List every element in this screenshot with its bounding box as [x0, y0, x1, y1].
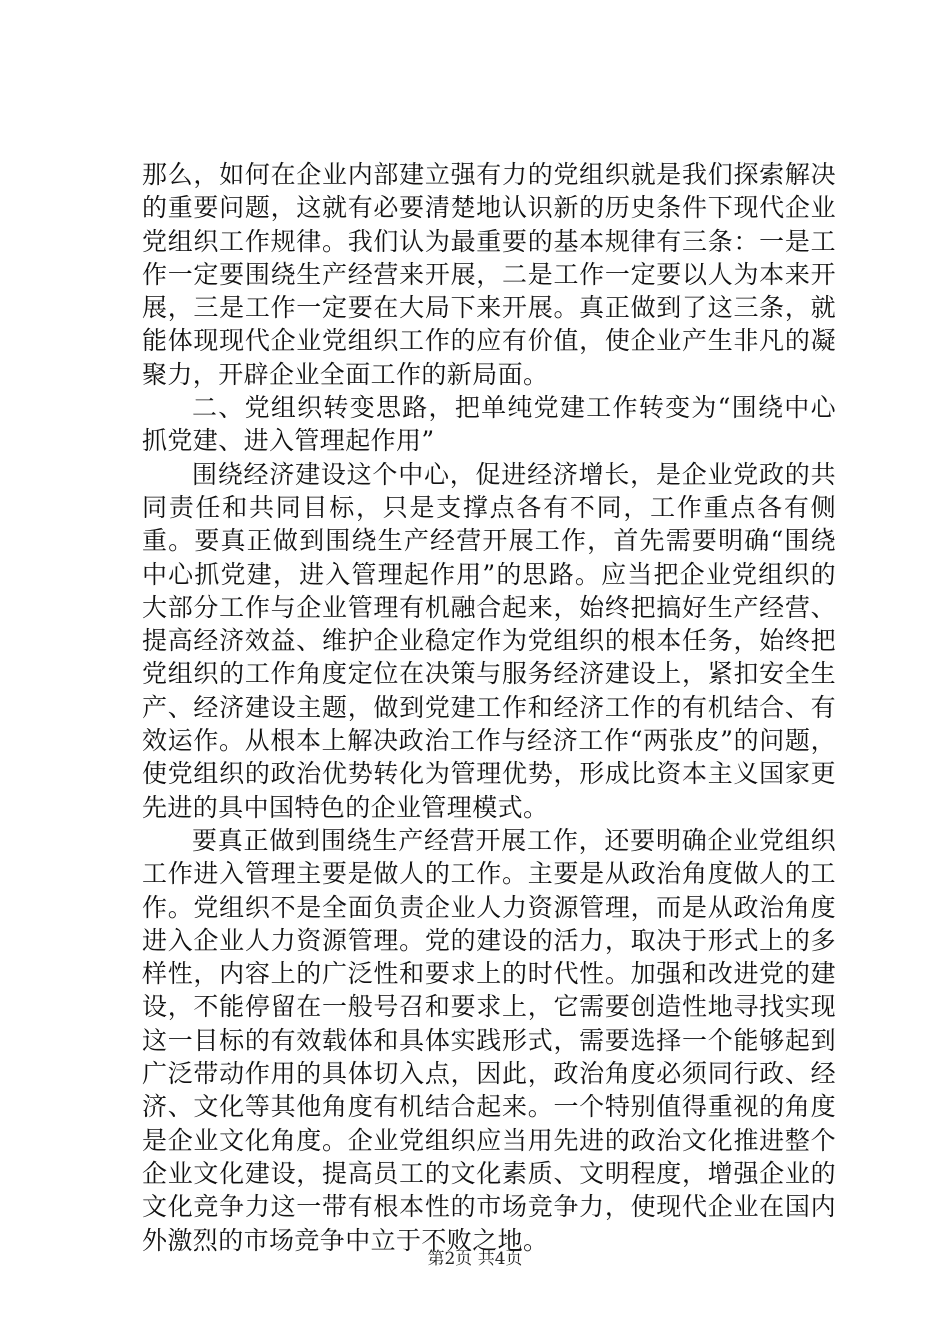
paragraph-1: 那么，如何在企业内部建立强有力的党组织就是我们探索解决的重要问题，这就有必要清楚地认识新的历史条件下现代企业党组织工作规律。我们认为最重要的基本规律有三条：一是工作一定要围绕生产经营来开展，二是工作一定要以人为本来开展，三是工作一定要在大局下来开展。真正做到了这三条，就能体现现代企业党组织工作的应有价值，使企业产生非凡的凝聚力，开辟企业全面工作的新局面。 — [142, 160, 836, 389]
document-body — [142, 158, 836, 1257]
paragraph-4: 要真正做到围绕生产经营开展工作，还要明确企业党组织工作进入管理主要是做人的工作。主要是从政治角度做人的工作。党组织不是全面负责企业人力资源管理，而是从政治角度进入企业人力资源管理。党的建设的活力，取决于形式上的多样性，内容上的广泛性和要求上的时代性。加强和改进党的建设，不能停留在一般号召和要求上，它需要创造性地寻找实现这一目标的有效载体和具体实践形式，需要选择一个能够起到广泛带动作用的具体切入点，因此，政治角度必须同行政、经济、文化等其他角度有机结合起来。一个特别值得重视的角度是企业文化角度。企业党组织应当用先进的政治文化推进整个企业文化建设，提高员工的文化素质、文明程度，增强企业的文化竞争力这一带有根本性的市场竞争力，使现代企业在国内外激烈的市场竞争中立于不败之地。 — [142, 825, 836, 1255]
paragraph-3: 围绕经济建设这个中心，促进经济增长，是企业党政的共同责任和共同目标，只是支撑点各有不同，工作重点各有侧重。要真正做到围绕生产经营开展工作，首先需要明确“围绕中心抓党建，进入管理起作用”的思路。应当把企业党组织的大部分工作与企业管理有机融合起来，始终把搞好生产经营、提高经济效益、维护企业稳定作为党组织的根本任务，始终把党组织的工作角度定位在决策与服务经济建设上，紧扣安全生产、经济建设主题，做到党建工作和经济工作的有机结合、有效运作。从根本上解决政治工作与经济工作“两张皮”的问题，使党组织的政治优势转化为管理优势，形成比资本主义国家更先进的具中国特色的企业管理模式。 — [142, 459, 836, 822]
page-footer: 第2页 共4页 — [427, 1249, 523, 1269]
section-heading: 二、党组织转变思路，把单纯党建工作转变为“围绕中心抓党建、进入管理起作用” — [142, 393, 836, 456]
